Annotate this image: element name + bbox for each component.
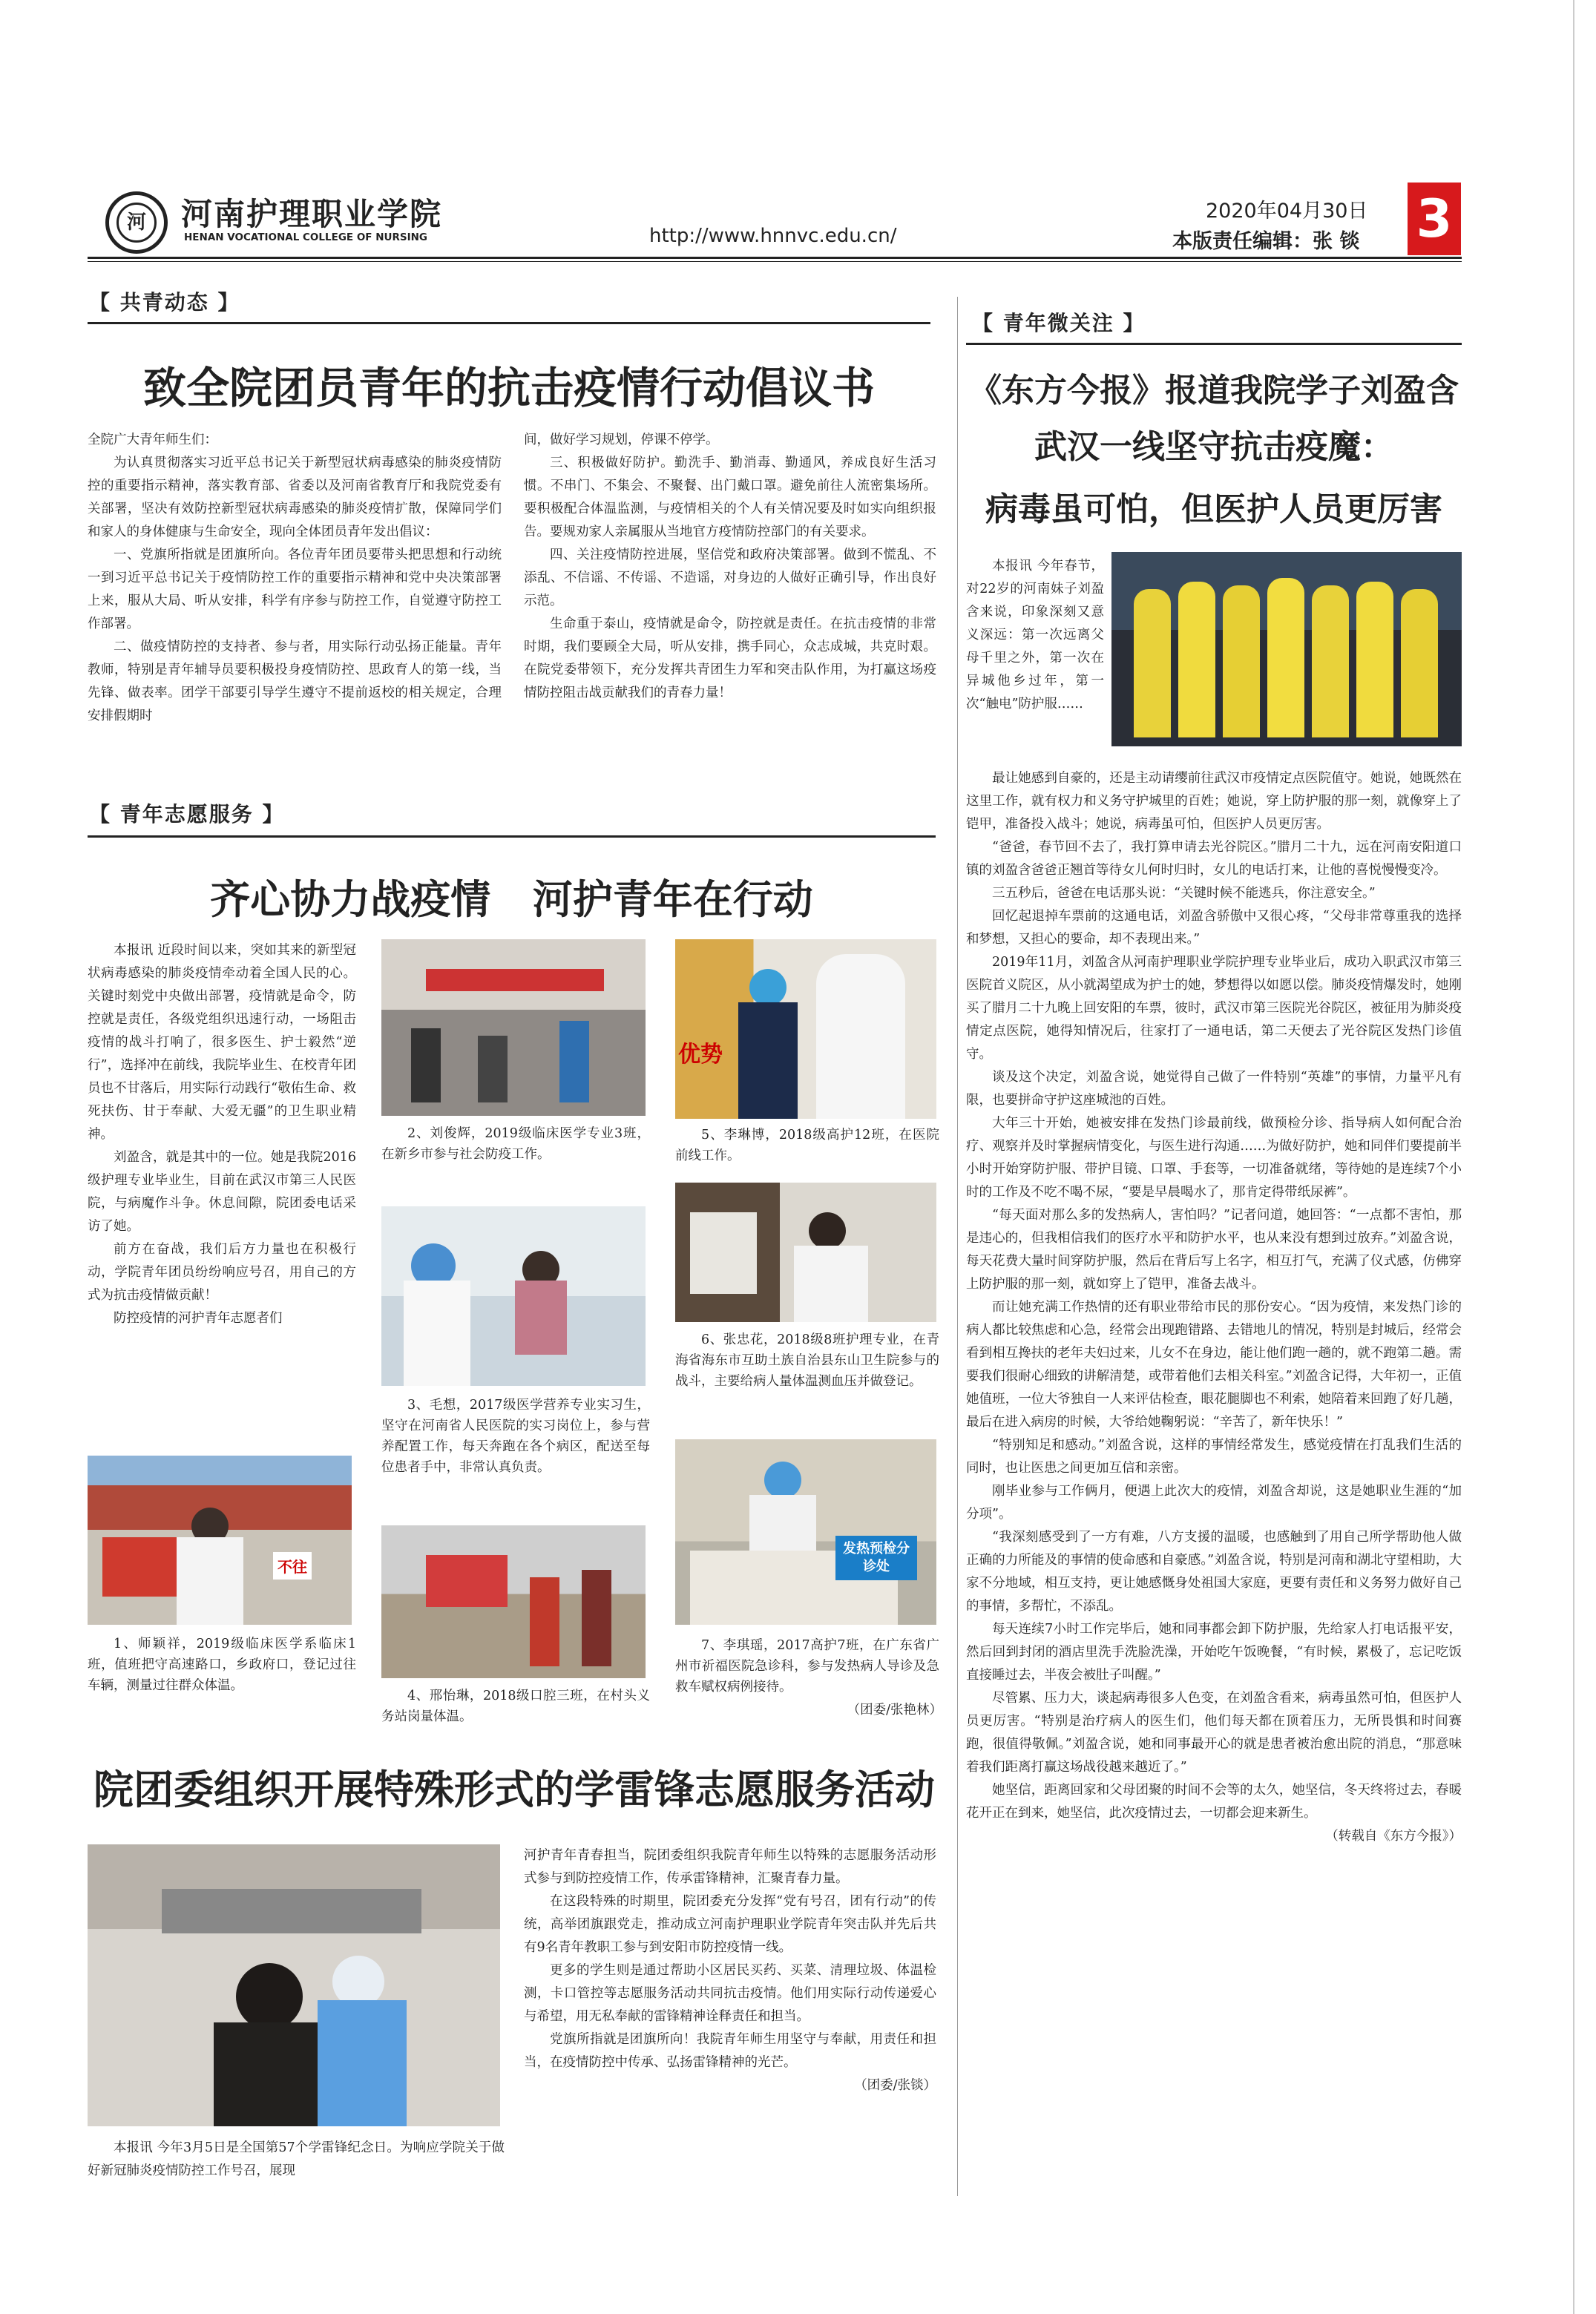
paragraph: 三五秒后，爸爸在电话那头说：“关键时候不能逃兵，你注意安全。” (992, 886, 1376, 901)
paragraph: 她坚信，距离回家和父母团聚的时间不会等的太久，她坚信，冬天终将过去，春暖花开正在到来，她坚信，此次疫情过去，一切都会迎来新生。 (966, 1783, 1462, 1821)
paragraph: “爸爸，春节回不去了，我打算申请去光谷院区。”腊月二十九，远在河南安阳道口镇的刘盈含爸爸正翘首等待女儿何时归时，女儿的电话打来，让他的喜悦慢慢变冷。 (966, 840, 1462, 878)
photo-medical-team (1111, 552, 1462, 746)
paragraph: 尽管累、压力大，谈起病毒很多人色变，在刘盈含看来，病毒虽然可怕，但医护人员更厉害。“特别是治疗病人的医生们，他们每天都在顶着压力，无所畏惧和时间赛跑，很值得敬佩。”刘盈含说，她和同事最开心的就是患者被治愈出院的消息，“那意味着我们距离打赢这场战役越来越近了。” (966, 1691, 1462, 1775)
photo-volunteer-2 (381, 939, 646, 1116)
photo-leifeng (88, 1844, 500, 2126)
paragraph: 刘盈含，就是其中的一位。她是我院2016级护理专业毕业生，目前在武汉市第三人民医院，与病魔作斗争。休息间隙，院团委电话采访了她。 (88, 1150, 356, 1234)
school-name-cn: 河南护理职业学院 (181, 196, 443, 232)
paragraph: 党旗所指就是团旗所向！我院青年师生用坚守与奉献，用责任和担当，在疫情防控中传承、弘扬雷锋精神的光芒。 (524, 2032, 936, 2070)
paragraph: 回忆起退掉车票前的这通电话，刘盈含骄傲中又很心疼，“父母非常尊重我的选择和梦想，又担心的要命，却不表现出来。” (966, 909, 1462, 947)
article-title-weiguanzhu-2: 武汉一线坚守抗击疫魔： (1034, 428, 1393, 466)
paragraph: 每天连续7小时工作完毕后，她和同事都会卸下防护服，先给家人打电话报平安，然后回到封闭的酒店里洗手洗脸洗澡，开始吃午饭晚餐，“有时候，累极了，忘记吃饭直接睡过去，半夜会被肚子叫醒。” (966, 1622, 1462, 1683)
paragraph: 全院广大青年师生们： (88, 433, 217, 447)
article-leifeng-col1 (88, 2137, 505, 2183)
article-title-gongqing: 致全院团员青年的抗击疫情行动倡议书 (142, 363, 875, 413)
page-editor: 本版责任编辑：张 锬 (1172, 230, 1360, 253)
article-title-weiguanzhu-3: 病毒虽可怕，但医护人员更厉害 (985, 490, 1442, 528)
photo-sign-text: 发热预检分诊处 (835, 1536, 917, 1580)
school-name-en: HENAN VOCATIONAL COLLEGE OF NURSING (184, 231, 428, 243)
photo-caption: 2、刘俊辉，2019级临床医学专业3班，在新乡市参与社会防疫工作。 (381, 1126, 650, 1162)
paragraph: 谈及这个决定，刘盈含说，她觉得自己做了一件特别“英雄”的事情，力量平凡有限，也要拼命守护这座城池的百姓。 (966, 1070, 1462, 1108)
photo-caption: 4、邢怡琳，2018级口腔三班，在村头义务站岗量体温。 (381, 1689, 650, 1724)
paragraph: 生命重于泰山，疫情就是命令，防控就是责任。在抗击疫情的非常时期，我们要顾全大局，听从安排，携手同心，众志成城，共克时艰。在院党委带领下，充分发挥共青团生力军和突击队作用，为打赢这场疫情防控阻击战贡献我们的青春力量！ (524, 617, 936, 700)
article-title-leifeng: 院团委组织开展特殊形式的学雷锋志愿服务活动 (93, 1766, 935, 1813)
section-label-zhiyuan: 【 青年志愿服务 】 (89, 802, 285, 826)
article-credit: （转载自《东方今报》） (1325, 1829, 1462, 1844)
photo-volunteer-4 (381, 1525, 646, 1678)
paragraph: 最让她感到自豪的，还是主动请缨前往武汉市疫情定点医院值守。她说，她既然在这里工作，就有权力和义务守护城里的百姓；她说，穿上防护服的那一刻，就像穿上了铠甲，准备投入战斗；她说，病毒虽可怕，但医护人员更厉害。 (966, 771, 1462, 832)
paragraph: 前方在奋战，我们后方力量也在积极行动，学院青年团员纷纷响应号召，用自己的方式为抗击疫情做贡献！ (88, 1242, 356, 1303)
paragraph: 四、关注疫情防控进展，坚信党和政府决策部署。做到不慌乱、不添乱、不信谣、不传谣、不造谣，对身边的人做好正确引导，作出良好示范。 (524, 548, 936, 608)
article-gongqing-col1 (88, 429, 502, 728)
photo-volunteer-6 (675, 1183, 936, 1322)
paragraph: “我深刻感受到了一方有难，八方支援的温暖，也感触到了用自己所学帮助他人做正确的力所能及的事情的使命感和自豪感。”刘盈含说，特别是河南和湖北守望相助，大家不分地域，相互支持，更让她感慨身处祖国大家庭，更要有责任和义务努力做好自己的事情，多帮忙，不添乱。 (966, 1530, 1462, 1614)
paragraph: 而让她充满工作热情的还有职业带给市民的那份安心。“因为疫情，来发热门诊的病人都比较焦虑和心急，经常会出现跑错路、去错地儿的情况，特别是封城后，经常会看到相互搀扶的老年夫妇过来，儿女不在身边，能让他们跑一趟的，就不跑第二趟。需要我们很耐心细致的讲解清楚，或带着他们去相关科室。”刘盈含记得，大年初一，正值她值班，一位大爷独自一人来评估检查，眼花腿脚也不利索，她陪着来回跑了好几趟，最后在进入病房的时候，大爷给她鞠躬说：“辛苦了，新年快乐！” (966, 1300, 1462, 1430)
paragraph: 本报讯 近段时间以来，突如其来的新型冠状病毒感染的肺炎疫情牵动着全国人民的心。关键时刻党中央做出部署，疫情就是命令，防控就是责任，各级党组织迅速行动，一场阻击疫情的战斗打响了，很多医生、护士毅然“逆行”，选择冲在前线，我院毕业生、在校青年团员也不甘落后，用实际行动践行“敬佑生命、救死扶伤、甘于奉献、大爱无疆”的卫生职业精神。 (88, 943, 356, 1142)
section-rule-gongqing (88, 322, 930, 324)
masthead-rule (88, 257, 1462, 259)
paragraph: 河护青年青春担当，院团委组织我院青年师生以特殊的志愿服务活动形式参与到防控疫情工作，传承雷锋精神，汇聚青春力量。 (524, 1848, 936, 1886)
article-gongqing-col2 (524, 429, 936, 705)
paragraph: 二、做疫情防控的支持者、参与者，用实际行动弘扬正能量。青年教师，特别是青年辅导员要积极投身疫情防控、思政育人的第一线，当先锋、做表率。团学干部要引导学生遵守不提前返校的相关规定，合理安排假期时 (88, 640, 502, 723)
paragraph: “特别知足和感动。”刘盈含说，这样的事情经常发生，感觉疫情在打乱我们生活的同时，也让医患之间更加互信和亲密。 (966, 1438, 1462, 1476)
photo-caption: 3、毛想，2017级医学营养专业实习生，坚守在河南省人民医院的实习岗位上，参与营养配置工作，每天奔跑在各个病区，配送至每位患者手中，非常认真负责。 (381, 1398, 650, 1475)
photo-volunteer-5 (675, 939, 936, 1119)
paragraph: 间，做好学习规划，停课不停学。 (524, 433, 719, 447)
article-weiguanzhu-body (966, 767, 1462, 1848)
photo-sign-text: 不往 (273, 1552, 312, 1580)
article-title-zhiyuan: 齐心协力战疫情 河护青年在行动 (210, 875, 813, 923)
paragraph: 2019年11月，刘盈含从河南护理职业学院护理专业毕业后，成功入职武汉市第三医院首义院区，从小就渴望成为护士的她，梦想得以如愿以偿。肺炎疫情爆发时，她刚买了腊月二十九晚上回安阳的车票，彼时，武汉市第三医院光谷院区，被征用为肺炎疫情定点医院，她得知情况后，往家打了一通电话，第二天便去了光谷院区发热门诊值守。 (966, 955, 1462, 1062)
photo-sign-text: 优势 (678, 1042, 723, 1068)
paragraph: 一、党旗所指就是团旗所向。各位青年团员要带头把思想和行动统一到习近平总书记关于疫情防控工作的重要指示精神和党中央决策部署上来，服从大局、听从安排，科学有序参与防控工作，自觉遵守防控工作部署。 (88, 548, 502, 631)
masthead-rule-thin (88, 261, 1462, 262)
section-rule-weiguanzhu (966, 343, 1462, 345)
photo-volunteer-1 (88, 1456, 352, 1625)
article-weiguanzhu-lead: 本报讯 今年春节，对22岁的河南妹子刘盈含来说，印象深刻又意义深远：第一次远离父母千里之外，第一次在异城他乡过年，第一次“触电”防护服…… (966, 559, 1104, 711)
paragraph: 在这段特殊的时期里，院团委充分发挥“党有号召，团有行动”的传统，高举团旗跟党走，推动成立河南护理职业学院青年突击队并先后共有9名青年教职工参与到安阳市防控疫情一线。 (524, 1894, 936, 1955)
photo-caption: 5、李琳博，2018级高护12班，在医院前线工作。 (675, 1128, 939, 1163)
column-divider (957, 297, 958, 2196)
photo-caption: 6、张忠花，2018级8班护理专业，在青海省海东市互助土族自治县东山卫生院参与的战斗，主要给病人量体温测血压并做登记。 (675, 1332, 939, 1389)
article-zhiyuan-body (88, 939, 356, 1330)
paragraph: 本报讯 今年3月5日是全国第57个学雷锋纪念日。为响应学院关于做好新冠肺炎疫情防控工作号召，展现 (88, 2140, 505, 2178)
photo-volunteer-7 (675, 1439, 936, 1625)
issue-date: 2020年04月30日 (1206, 200, 1368, 223)
website-url[interactable]: http://www.hnnvc.edu.cn/ (649, 225, 897, 247)
page-number-badge: 3 (1408, 183, 1461, 255)
section-label-weiguanzhu: 【 青年微关注 】 (972, 311, 1146, 335)
section-label-gongqing: 【 共青动态 】 (89, 290, 240, 315)
photo-volunteer-3 (381, 1206, 646, 1386)
paragraph: “每天面对那么多的发热病人，害怕吗？”记者问道，她回答：“一点都不害怕，那是违心的，但我相信我们的医疗水平和防护水平，也从来没有想到过放弃。”刘盈含说，每天花费大量时间穿防护服，然后在背后写上名字，相互打气，充满了仪式感，仿佛穿上防护服的那一刻，就如穿上了铠甲，准备去战斗。 (966, 1208, 1462, 1292)
school-logo: 河 (105, 191, 168, 254)
page-border (1573, 0, 1574, 2314)
paragraph: 大年三十开始，她被安排在发热门诊最前线，做预检分诊、指导病人如何配合治疗、观察并及时掌握病情变化，与医生进行沟通……为做好防护，她和同伴们要提前半小时开始穿防护服、带护目镜、口罩、手套等，一切准备就绪，等待她的是连续7个小时的工作及不吃不喝不尿，“要是早晨喝水了，那肯定得带纸尿裤”。 (966, 1116, 1462, 1200)
section-rule-zhiyuan (88, 835, 936, 838)
paragraph: 刚毕业参与工作俩月，便遇上此次大的疫情，刘盈含却说，这是她职业生涯的“加分项”。 (966, 1484, 1462, 1522)
paragraph: 为认真贯彻落实习近平总书记关于新型冠状病毒感染的肺炎疫情防控的重要指示精神，落实教育部、省委以及河南省教育厅和我院党委有关部署，坚决有效防控新型冠状病毒感染的肺炎疫情扩散，保障同学们和家人的身体健康与生命安全，现向全体团员青年发出倡议： (88, 456, 502, 539)
paragraph: 防控疫情的河护青年志愿者们 (114, 1311, 283, 1326)
paragraph: 更多的学生则是通过帮助小区居民买药、买菜、清理垃圾、体温检测，卡口管控等志愿服务活动共同抗击疫情。他们用实际行动传递爱心与希望，用无私奉献的雷锋精神诠释责任和担当。 (524, 1963, 936, 2024)
article-credit: （团委/张锬） (854, 2078, 936, 2093)
paragraph: 三、积极做好防护。勤洗手、勤消毒、勤通风，养成良好生活习惯。不串门、不集会、不聚餐、出门戴口罩。避免前往人流密集场所。要积极配合体温监测，与疫情相关的个人有关情况要及时如实向组织报告。要规劝家人亲属服从当地官方疫情防控部门的有关要求。 (524, 456, 936, 539)
photo-caption: 7、李琪瑶，2017高护7班，在广东省广州市祈福医院急诊科，参与发热病人导诊及急救车赋权病例接待。 (675, 1638, 939, 1695)
article-title-weiguanzhu-1: 《东方今报》报道我院学子刘盈含 (969, 372, 1459, 410)
article-leifeng-col2 (524, 1844, 936, 2097)
article-credit: （团委/张艳林） (847, 1703, 942, 1718)
photo-caption: 1、师颖祥，2019级临床医学系临床1班，值班把守高速路口，乡政府口，登记过往车辆，测量过往群众体温。 (88, 1637, 356, 1693)
masthead (0, 0, 1596, 267)
